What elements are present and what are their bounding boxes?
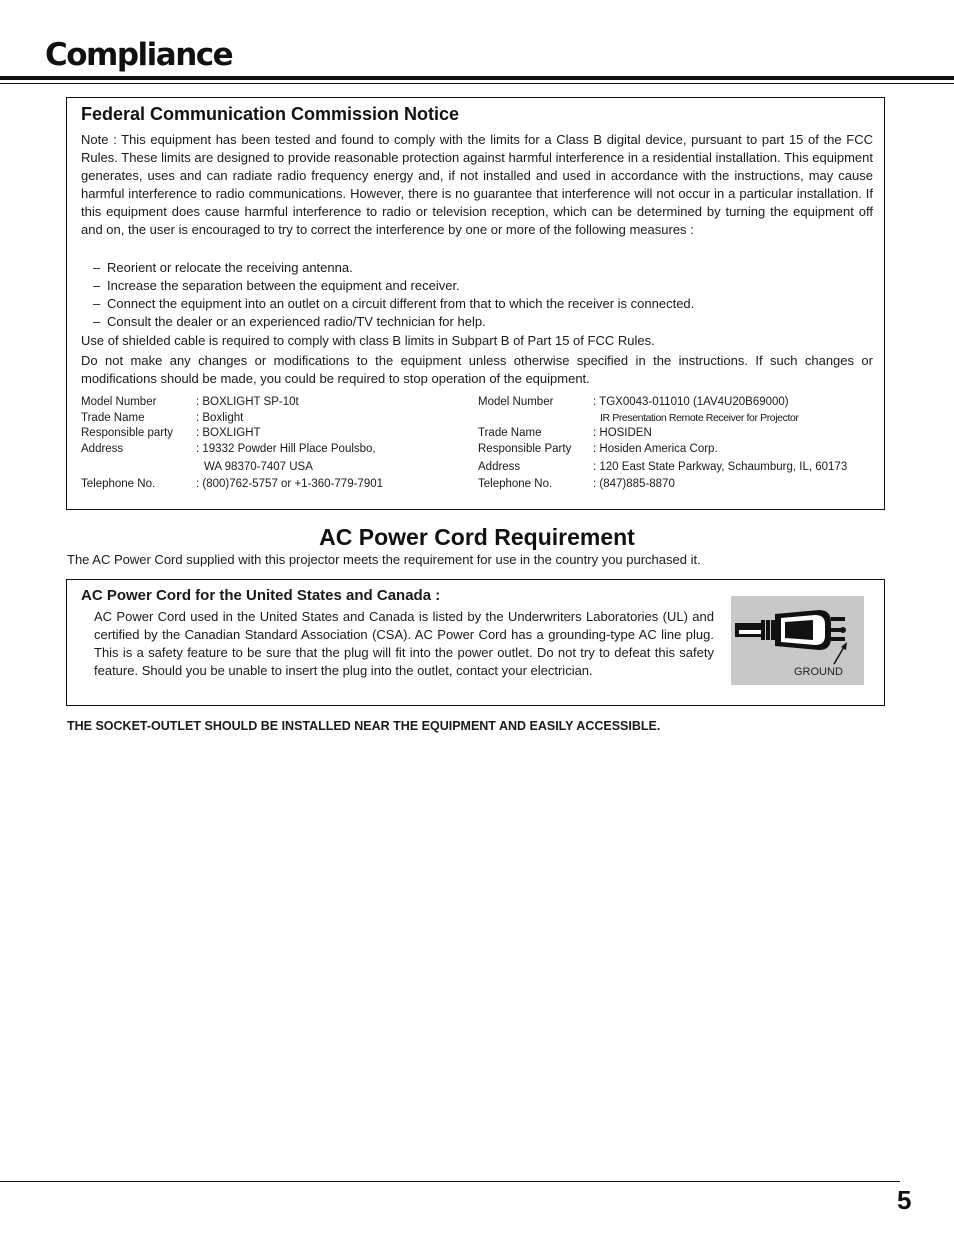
fcc-changes-note: Do not make any changes or modifications to the equipment unless otherwise specified in the instructions. If such changes or modifications should be made, you could be required to stop operation of the equipment. [81, 353, 873, 386]
plug-illustration [731, 596, 864, 685]
spec-label: Address [81, 443, 124, 455]
spec-value: : (847)885-8870 [593, 478, 675, 490]
spec-value: : (800)762-5757 or +1-360-779-7901 [196, 478, 384, 490]
ac-power-intro: The AC Power Cord supplied with this projector meets the requirement for use in the country you purchased it. [67, 552, 701, 567]
socket-outlet-note: THE SOCKET-OUTLET SHOULD BE INSTALLED NEAR THE EQUIPMENT AND EASILY ACCESSIBLE. [67, 719, 661, 733]
page-title: Compliance [45, 37, 233, 73]
spec-label: Model Number [478, 396, 554, 408]
spec-value: : TGX0043-011010 (1AV4U20B69000) [593, 396, 789, 408]
spec-label: Model Number [81, 396, 157, 408]
list-item: – Reorient or relocate the receiving antenna. [93, 260, 353, 275]
title-rule-thin [0, 83, 954, 84]
ac-power-heading: AC Power Cord Requirement [319, 524, 635, 550]
footer-rule [0, 1181, 900, 1182]
fcc-note-paragraph: Note : This equipment has been tested and found to comply with the limits for a Class B digital device, pursuant to part 15 of the FCC Rules. These limits are designed to provide reasonable protection against harmful interference in a residential installation. This equipment generates, uses and can radiate radio frequency energy and, if not installed and used in accordance with the instructions, may cause harmful interference to radio communications. However, there is no guarantee that interference will not occur in a particular installation. If this equipment does cause harmful interference to radio or television reception, which can be determined by turning the equipment off and on, the user is encouraged to try to correct the interference by one or more of the following measures : [81, 132, 873, 237]
list-item: – Consult the dealer or an experienced radio/TV technician for help. [93, 314, 486, 329]
spec-value: IR Presentation Remote Receiver for Projector [600, 412, 799, 424]
ac-power-box [66, 579, 885, 706]
spec-label: Address [478, 461, 521, 473]
spec-value: : 120 East State Parkway, Schaumburg, IL, 60173 [593, 461, 848, 473]
fcc-cable-note: Use of shielded cable is required to comply with class B limits in Subpart B of Part 15 of FCC Rules. [81, 333, 655, 348]
spec-value: : Boxlight [196, 412, 244, 424]
list-item: – Connect the equipment into an outlet on a circuit different from that to which the receiver is connected. [93, 296, 695, 311]
fcc-notice-box [66, 97, 885, 510]
spec-value: : BOXLIGHT SP-10t [196, 396, 299, 408]
spec-label: Telephone No. [81, 478, 156, 490]
spec-label: Telephone No. [478, 478, 553, 490]
spec-value: WA 98370-7407 USA [204, 461, 313, 473]
ac-box-title: AC Power Cord for the United States and Canada : [81, 587, 441, 604]
title-rule-thick [0, 76, 954, 80]
spec-value: : BOXLIGHT [196, 427, 261, 439]
fcc-title: Federal Communication Commission Notice [81, 104, 460, 124]
spec-label: Responsible party [81, 427, 174, 439]
fcc-measures-list [93, 259, 694, 331]
spec-value: : 19332 Powder Hill Place Poulsbo, [196, 443, 376, 455]
spec-label: Trade Name [81, 412, 145, 424]
spec-label: Responsible Party [478, 443, 572, 455]
ac-box-text: AC Power Cord used in the United States and Canada is listed by the Underwriters Laboratories (UL) and certified by the Canadian Standard Association (CSA). AC Power Cord has a grounding-type AC line plug. This is a safety feature to be sure that the plug will fit into the power outlet. Do not try to defeat this safety feature. Should you be unable to insert the plug into the outlet, contact your electrician. [94, 609, 714, 678]
ground-label: GROUND [794, 666, 843, 678]
list-item: – Increase the separation between the equipment and receiver. [93, 278, 460, 293]
spec-value: : Hosiden America Corp. [593, 443, 718, 455]
spec-value: : HOSIDEN [593, 427, 652, 439]
spec-label: Trade Name [478, 427, 542, 439]
page-number: 5 [897, 1185, 912, 1215]
